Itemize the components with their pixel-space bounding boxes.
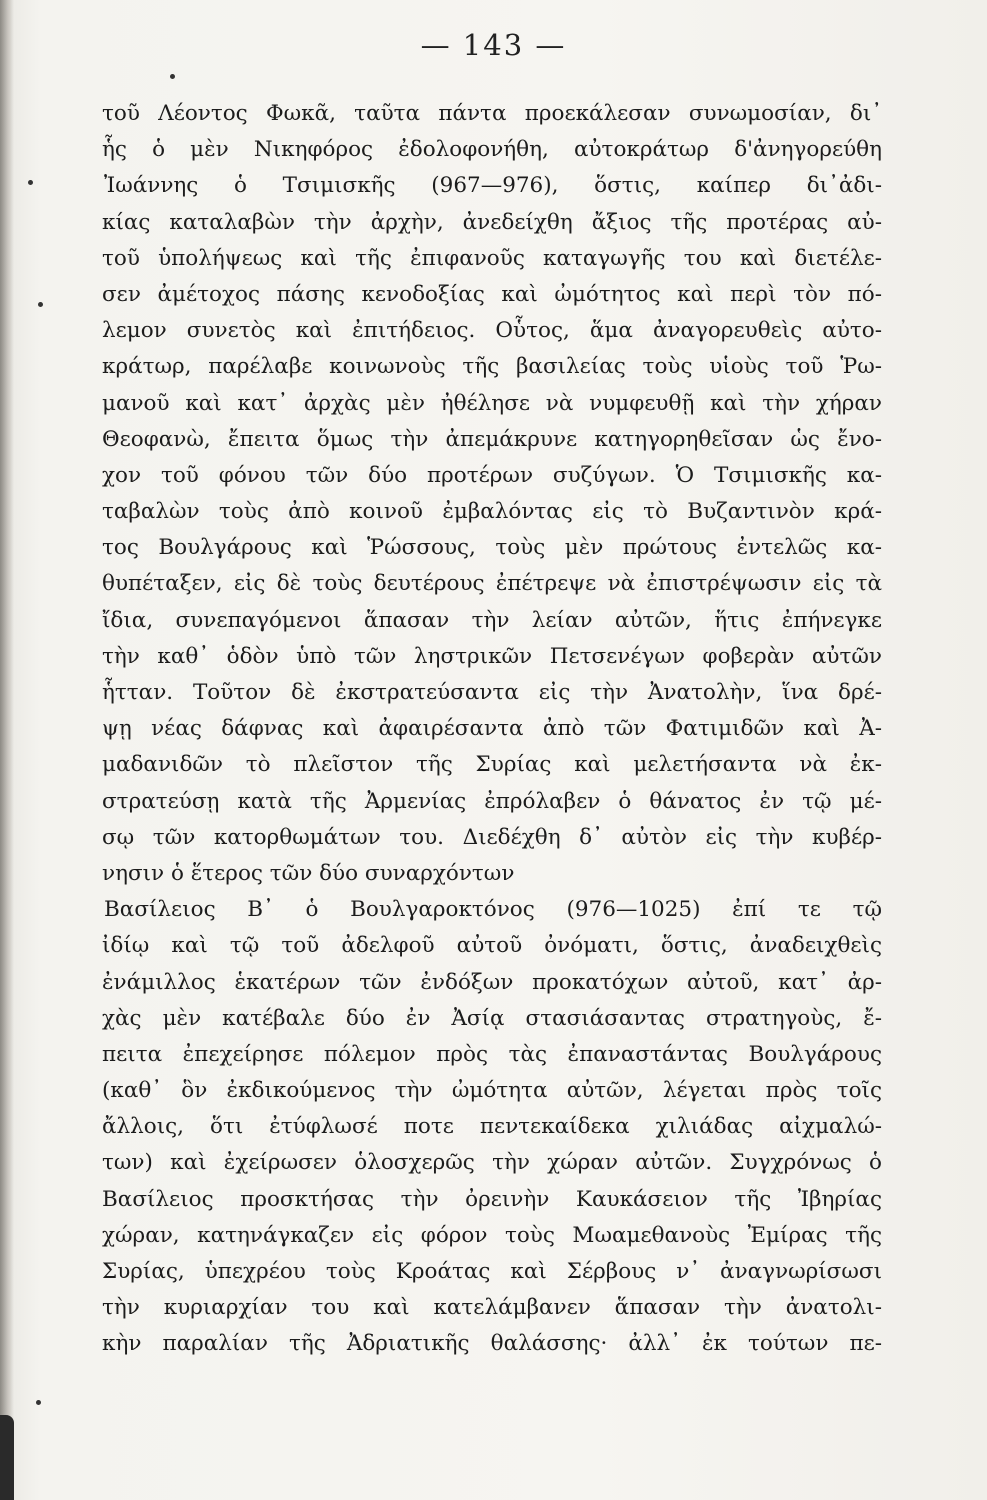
text-line: ἄλλοις, ὅτι ἐτύφλωσέ ποτε πεντεκαίδεκα χιλιάδας αἰχμαλώ-: [102, 1114, 882, 1140]
text-line: ἧς ὁ μὲν Νικηφόρος ἐδολοφονήθη, αὐτοκράτωρ δ'ἀνηγορεύθη: [102, 137, 882, 163]
text-line: ἐνάμιλλος ἑκατέρων τῶν ἐνδόξων προκατόχων αὐτοῦ, κατ᾽ ἀρ-: [102, 969, 882, 995]
text-line: ἰδίῳ καὶ τῷ τοῦ ἀδελφοῦ αὐτοῦ ὀνόματι, ὅστις, ἀναδειχθεὶς: [102, 933, 882, 959]
text-line: κράτωρ, παρέλαβε κοινωνοὺς τῆς βασιλείας τοὺς υἱοὺς τοῦ Ῥω-: [102, 354, 882, 380]
text-line: τοῦ Λέοντος Φωκᾶ, ταῦτα πάντα προεκάλεσαν συνωμοσίαν, δι᾽: [102, 101, 882, 126]
text-line: Ἰωάννης ὁ Τσιμισκῆς (967—976), ὅστις, καίπερ δι᾽ἀδι-: [104, 173, 882, 199]
text-line: θυπέταξεν, εἰς δὲ τοὺς δευτέρους ἐπέτρεψε νὰ ἐπιστρέψωσιν εἰς τὰ: [102, 571, 882, 597]
text-line: (καθ᾽ ὃν ἐκδικούμενος τὴν ὠμότητα αὐτῶν, λέγεται πρὸς τοῖς: [102, 1078, 882, 1104]
text-line: τοῦ ὑπολήψεως καὶ τῆς ἐπιφανοῦς καταγωγῆς του καὶ διετέλε-: [102, 245, 882, 271]
ink-speck: [38, 302, 43, 307]
text-line: Θεοφανὼ, ἔπειτα ὅμως τὴν ἀπεμάκρυνε κατηγορηθεῖσαν ὡς ἔνο-: [102, 426, 882, 452]
ink-speck: [170, 74, 175, 79]
body-text: [102, 96, 882, 1363]
text-line: κὴν παραλίαν τῆς Ἀδριατικῆς θαλάσσης· ἀλλ᾽ ἐκ τούτων πε-: [102, 1331, 882, 1357]
text-line: ταβαλὼν τοὺς ἀπὸ κοινοῦ ἐμβαλόντας εἰς τὸ Βυζαντινὸν κρά-: [102, 499, 882, 525]
text-line: κίας καταλαβὼν τὴν ἀρχὴν, ἀνεδείχθη ἄξιος τῆς προτέρας αὐ-: [102, 209, 882, 235]
text-line: Βασίλειος προσκτήσας τὴν ὀρεινὴν Καυκάσειον τῆς Ἰβηρίας: [102, 1186, 882, 1212]
ink-speck: [36, 1400, 41, 1405]
text-line: των) καὶ ἐχείρωσεν ὁλοσχερῶς τὴν χώραν αὐτῶν. Συγχρόνως ὁ: [102, 1150, 882, 1176]
binding-shadow: [0, 0, 14, 1500]
text-line: ἧτταν. Τοῦτον δὲ ἐκστρατεύσαντα εἰς τὴν Ἀνατολὴν, ἵνα δρέ-: [102, 680, 882, 705]
text-line: ἴδια, συνεπαγόμενοι ἅπασαν τὴν λείαν αὐτῶν, ἥτις ἐπήνεγκε: [102, 607, 882, 633]
text-line: πειτα ἐπεχείρησε πόλεμον πρὸς τὰς ἐπαναστάντας Βουλγάρους: [102, 1041, 882, 1067]
text-line: χον τοῦ φόνου τῶν δύο προτέρων συζύγων. Ὁ Τσιμισκῆς κα-: [102, 462, 882, 488]
text-line: τὴν κυριαρχίαν του καὶ κατελάμβανεν ἅπασαν τὴν ἀνατολι-: [102, 1295, 882, 1321]
text-line: χὰς μὲν κατέβαλε δύο ἐν Ἀσίᾳ στασιάσαντας στρατηγοὺς, ἔ-: [102, 1005, 882, 1031]
ink-speck: [28, 180, 33, 185]
text-line: μαδανιδῶν τὸ πλεῖστον τῆς Συρίας καὶ μελετήσαντα νὰ ἐκ-: [102, 752, 882, 778]
binding-mark: [0, 1415, 14, 1500]
text-line: νησιν ὁ ἕτερος τῶν δύο συναρχόντων: [102, 860, 515, 886]
text-line: Συρίας, ὑπεχρέου τοὺς Κροάτας καὶ Σέρβους ν᾽ ἀναγνωρίσωσι: [102, 1259, 882, 1284]
text-line: μανοῦ καὶ κατ᾽ ἀρχὰς μὲν ἠθέλησε νὰ νυμφευθῇ καὶ τὴν χήραν: [102, 390, 882, 416]
text-line: στρατεύσῃ κατὰ τῆς Ἀρμενίας ἐπρόλαβεν ὁ θάνατος ἐν τῷ μέ-: [102, 788, 882, 814]
text-line: Βασίλειος Β᾽ ὁ Βουλγαροκτόνος (976—1025) ἐπί τε τῷ: [104, 897, 882, 923]
text-line: λεμον συνετὸς καὶ ἐπιτήδειος. Οὗτος, ἅμα ἀναγορευθεὶς αὐτο-: [102, 318, 882, 344]
page-number: — 143 —: [420, 28, 567, 62]
text-line: χώραν, κατηνάγκαζεν εἰς φόρον τοὺς Μωαμεθανοὺς Ἐμίρας τῆς: [102, 1222, 882, 1248]
text-line: σῳ τῶν κατορθωμάτων του. Διεδέχθη δ᾽ αὐτὸν εἰς τὴν κυβέρ-: [102, 824, 882, 850]
text-line: ψῃ νέας δάφνας καὶ ἀφαιρέσαντα ἀπὸ τῶν Φατιμιδῶν καὶ Ἀ-: [102, 716, 882, 742]
text-line: τος Βουλγάρους καὶ Ῥώσσους, τοὺς μὲν πρώτους ἐντελῶς κα-: [102, 535, 882, 561]
text-line: σεν ἀμέτοχος πάσης κενοδοξίας καὶ ὠμότητος καὶ περὶ τὸν πό-: [102, 281, 882, 307]
text-line: τὴν καθ᾽ ὁδὸν ὑπὸ τῶν ληστρικῶν Πετσενέγων φοβερὰν αὐτῶν: [102, 643, 882, 669]
